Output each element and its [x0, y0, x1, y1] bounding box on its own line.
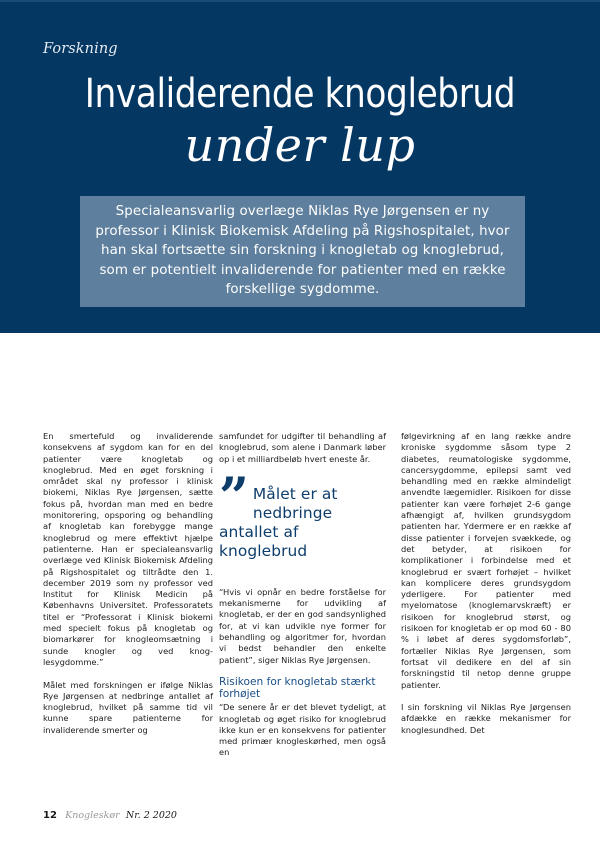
subheading: Risikoen for knogletab stærkt forhøjet	[219, 676, 376, 700]
body-paragraph: I sin forskning vil Niklas Rye Jørgensen afdække en række mekanismer for knoglesundhed. Det	[401, 702, 571, 735]
body-paragraph: En smertefuld og invaliderende konsekvens af sygdom kan for en del patienter være knogletab og knoglebrud. Med en øget forskning i området skal ny professor i klinisk biokemi, Niklas Rye Jørgensen, sætte fokus på, hvordan man med en bedre monitorering, opsporing og behandling af knogletab kan forebygge mange knoglebrud og mere effektivt hjælpe patienterne. Han er specialeansvarlig overlæge ved Klinisk Biokemisk Afdeling på Rigshospitalet og tiltrådte den 1. december 2019 som ny professor ved Institut for Klinisk Medicin på Københavns Universitet. Professoratets titel er “Professorat i Klinisk biokemi med specielt fokus på knogletab og biomarkører for knogleomsætning i sunde knogler og ved knoglesygdomme.”	[43, 431, 213, 667]
column-1	[43, 431, 213, 747]
page-number: 12	[43, 810, 57, 821]
body-paragraph: “Hvis vi opnår en bedre forståelse for mekanismerne for udvikling af knogletab, er der en god sandsynlighed for, at vi kan udvikle nye former for behandling og algoritmer for, hvordan vi bedst behandler den enkelte patient”, siger Niklas Rye Jørgensen.	[219, 586, 386, 665]
body-paragraph: Målet med forskningen er ifølge Niklas Rye Jørgensen at nedbringe antallet af knoglebrud, hvilket på samme tid vil kunne spare patienterne for invaliderende smerter og	[43, 679, 213, 735]
summary-box	[80, 196, 525, 307]
body-paragraph: “De senere år er det blevet tydeligt, at knogletab og øget risiko for knoglebrud ikke kun er en konsekvens for patienter med primær knogleskørhed, men også en	[219, 702, 386, 758]
issue-label: Nr. 2 2020	[125, 810, 177, 821]
article-title: Invaliderende knoglebrud	[84, 71, 516, 117]
article-header	[0, 0, 600, 333]
column-2	[219, 431, 386, 770]
body-paragraph: følgevirkning af en lang række andre kroniske sygdomme såsom type 2 diabetes, reumatologiske sygdomme, cancersygdomme, epilepsi samt ved behandling med en række almindeligt anvendte lægemidler. Risikoen for disse patienter kan være forhøjet 2-6 gange afhængigt af, hvilken grundsygdom patienten har. Ydermere er en række af disse patienter i forvejen svækkede, og det betyder, at risikoen for komplikationer i forbindelse med et knoglebrud er svært forhøjet – hvilket kan komplicere deres grundsygdom yderligere. For patienter med myelomatose (knoglemarvskræft) er risikoen for knoglebrud størst, og risikoen for knogletab er op mod 60 - 80 % i løbet af deres sygdomsforløb”, fortæller Niklas Rye Jørgensen, som fortsat vil dedikere en del af sin forskningstid til netop denne gruppe patienter.	[401, 431, 571, 690]
article-title-italic: under lup	[184, 118, 416, 172]
body-paragraph: samfundet for udgifter til behandling af knoglebrud, som alene i Danmark løber op i et milliardbeløb hvert eneste år.	[219, 431, 386, 464]
summary-text: Specialeansvarlig overlæge Niklas Rye Jørgensen er ny professor i Klinisk Biokemisk Afdeling på Rigshospitalet, hvor han skal fortsætte sin forskning i knogletab og knoglebrud, som er potentielt invaliderende for patienter med en række forskellige sygdomme.	[95, 204, 510, 298]
header-top-line	[0, 0, 600, 2]
closing-quote-icon: ”	[219, 466, 243, 528]
page-footer	[43, 810, 177, 822]
column-3	[401, 431, 571, 747]
pull-quote-text: Målet er at nedbringe antallet af knoglebrud	[219, 484, 338, 560]
pull-quote	[219, 466, 386, 561]
section-label: Forskning	[43, 41, 118, 57]
magazine-name: Knogleskør	[65, 810, 120, 821]
